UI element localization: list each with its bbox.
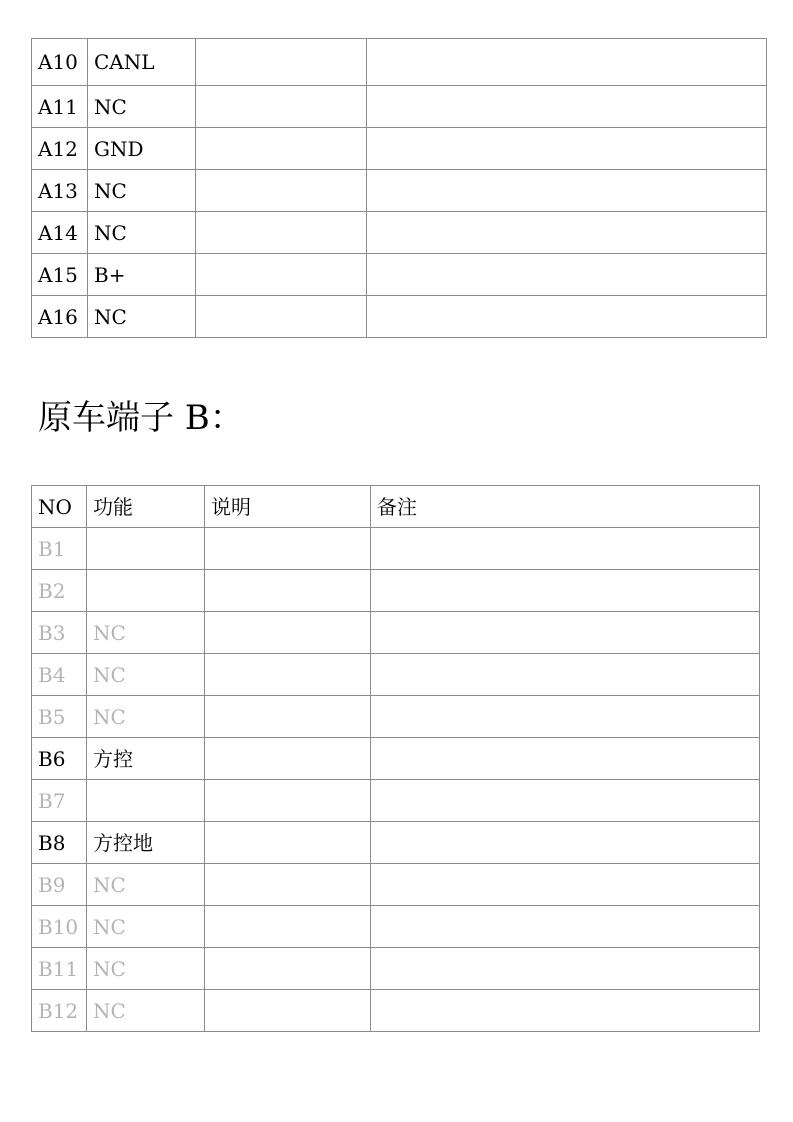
- pin-description-cell: [205, 612, 371, 654]
- pin-note-cell: [367, 296, 767, 338]
- pin-function-cell: 方控地: [87, 822, 205, 864]
- pin-function-cell: [87, 528, 205, 570]
- table-header-row: [32, 486, 760, 528]
- table-row: [32, 612, 760, 654]
- pin-note-cell: [371, 864, 760, 906]
- header-description: 说明: [205, 486, 371, 528]
- pin-no-cell: B12: [32, 990, 87, 1032]
- pin-description-cell: [205, 738, 371, 780]
- section-title-connector-b: 原车端子 B：: [38, 398, 244, 438]
- header-no: NO: [32, 486, 87, 528]
- pin-note-cell: [371, 948, 760, 990]
- pin-description-cell: [205, 990, 371, 1032]
- pin-description-cell: [205, 654, 371, 696]
- pin-function-cell: NC: [87, 696, 205, 738]
- pin-description-cell: [196, 254, 367, 296]
- table-row: [32, 948, 760, 990]
- pin-description-cell: [205, 780, 371, 822]
- table-row: [32, 128, 767, 170]
- pin-description-cell: [196, 39, 367, 86]
- pin-no-cell: B11: [32, 948, 87, 990]
- pin-description-cell: [205, 948, 371, 990]
- pin-no-cell: B8: [32, 822, 87, 864]
- pin-no-cell: A13: [32, 170, 88, 212]
- pin-function-cell: [87, 780, 205, 822]
- pin-description-cell: [196, 212, 367, 254]
- pin-function-cell: NC: [87, 612, 205, 654]
- pin-function-cell: NC: [87, 990, 205, 1032]
- pin-note-cell: [371, 570, 760, 612]
- pin-no-cell: B7: [32, 780, 87, 822]
- pin-no-cell: A11: [32, 86, 88, 128]
- pin-description-cell: [196, 170, 367, 212]
- pin-note-cell: [367, 170, 767, 212]
- pin-function-cell: 方控: [87, 738, 205, 780]
- pin-note-cell: [371, 780, 760, 822]
- pin-no-cell: B3: [32, 612, 87, 654]
- pin-note-cell: [367, 212, 767, 254]
- pin-note-cell: [371, 528, 760, 570]
- pin-no-cell: B1: [32, 528, 87, 570]
- pin-function-cell: NC: [87, 864, 205, 906]
- table-row: [32, 864, 760, 906]
- header-note: 备注: [371, 486, 760, 528]
- pin-description-cell: [205, 822, 371, 864]
- pin-no-cell: A15: [32, 254, 88, 296]
- table-row: [32, 906, 760, 948]
- pin-note-cell: [371, 738, 760, 780]
- pin-note-cell: [367, 254, 767, 296]
- table-row: [32, 780, 760, 822]
- pin-no-cell: A10: [32, 39, 88, 86]
- pin-description-cell: [205, 906, 371, 948]
- table-row: [32, 254, 767, 296]
- pin-description-cell: [205, 864, 371, 906]
- pin-note-cell: [371, 906, 760, 948]
- pin-no-cell: B6: [32, 738, 87, 780]
- pin-function-cell: NC: [88, 212, 196, 254]
- pin-description-cell: [205, 696, 371, 738]
- pin-function-cell: NC: [88, 170, 196, 212]
- header-function: 功能: [87, 486, 205, 528]
- table-row: [32, 528, 760, 570]
- pin-description-cell: [196, 296, 367, 338]
- pin-no-cell: A12: [32, 128, 88, 170]
- pin-table-a: [31, 38, 767, 338]
- pin-description-cell: [205, 570, 371, 612]
- table-row: [32, 696, 760, 738]
- pin-function-cell: NC: [88, 296, 196, 338]
- pin-note-cell: [367, 86, 767, 128]
- pin-table-b: [31, 485, 760, 1032]
- table-row: [32, 86, 767, 128]
- pin-no-cell: B2: [32, 570, 87, 612]
- pin-function-cell: NC: [87, 654, 205, 696]
- pin-description-cell: [196, 86, 367, 128]
- table-row: [32, 39, 767, 86]
- table-row: [32, 738, 760, 780]
- pin-function-cell: B+: [88, 254, 196, 296]
- pin-note-cell: [371, 612, 760, 654]
- pin-no-cell: B5: [32, 696, 87, 738]
- pin-function-cell: NC: [88, 86, 196, 128]
- table-row: [32, 570, 760, 612]
- pin-description-cell: [205, 528, 371, 570]
- pin-no-cell: B9: [32, 864, 87, 906]
- table-row: [32, 212, 767, 254]
- pin-function-cell: NC: [87, 948, 205, 990]
- pin-note-cell: [371, 822, 760, 864]
- pin-function-cell: GND: [88, 128, 196, 170]
- pin-no-cell: A14: [32, 212, 88, 254]
- pin-note-cell: [367, 39, 767, 86]
- table-row: [32, 990, 760, 1032]
- pin-no-cell: A16: [32, 296, 88, 338]
- pin-description-cell: [196, 128, 367, 170]
- pin-note-cell: [371, 654, 760, 696]
- table-row: [32, 296, 767, 338]
- table-row: [32, 170, 767, 212]
- pin-function-cell: CANL: [88, 39, 196, 86]
- pin-function-cell: [87, 570, 205, 612]
- pin-note-cell: [371, 696, 760, 738]
- pin-function-cell: NC: [87, 906, 205, 948]
- pin-note-cell: [371, 990, 760, 1032]
- table-row: [32, 654, 760, 696]
- pin-no-cell: B10: [32, 906, 87, 948]
- pin-note-cell: [367, 128, 767, 170]
- table-row: [32, 822, 760, 864]
- pin-no-cell: B4: [32, 654, 87, 696]
